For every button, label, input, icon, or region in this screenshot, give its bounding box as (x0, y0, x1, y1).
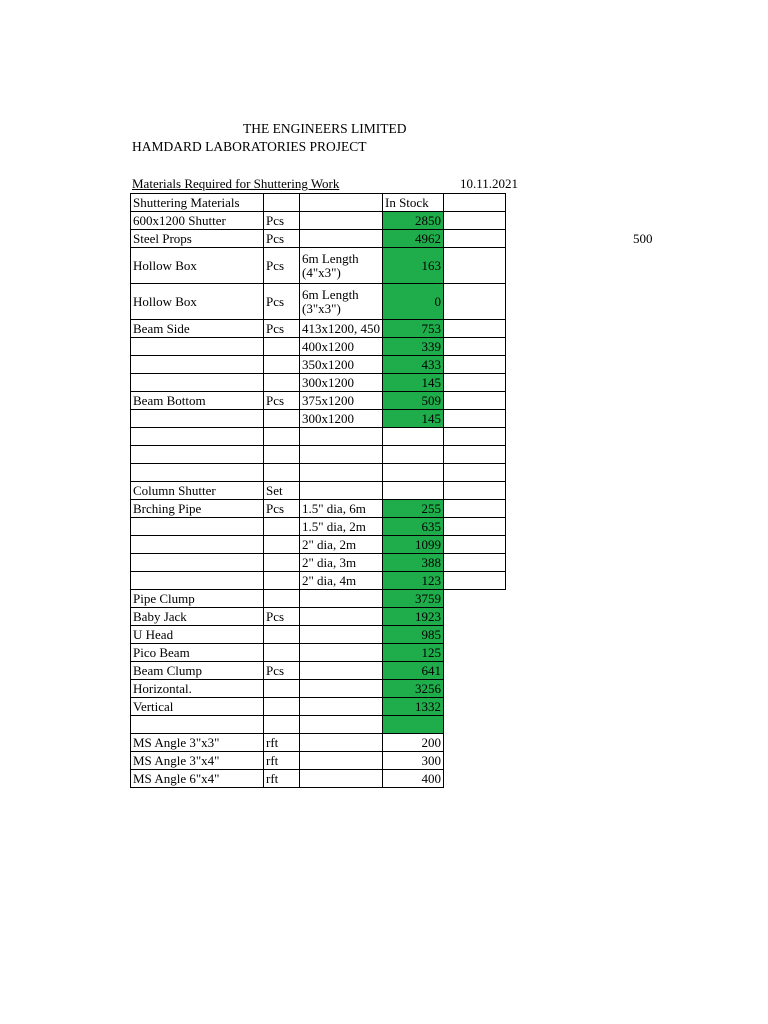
materials-subtitle: Materials Required for Shuttering Work (132, 176, 340, 191)
table-row (131, 680, 506, 698)
table-row (131, 572, 506, 590)
document-date: 10.11.2021 (460, 176, 519, 191)
cell-stock (383, 428, 444, 446)
header-unit (264, 194, 300, 212)
cell-unit (264, 572, 300, 590)
cell-extra (444, 410, 506, 428)
cell-material (131, 536, 264, 554)
cell-material: Vertical (131, 698, 264, 716)
cell-stock: 145 (383, 374, 444, 392)
cell-spec (300, 644, 383, 662)
cell-unit (264, 644, 300, 662)
cell-extra (444, 734, 506, 752)
company-name: THE ENGINEERS LIMITED (243, 121, 407, 136)
cell-stock (383, 464, 444, 482)
cell-spec (300, 608, 383, 626)
cell-spec: 2" dia, 4m (300, 572, 383, 590)
header-stock: In Stock (383, 194, 444, 212)
cell-unit (264, 428, 300, 446)
cell-unit (264, 338, 300, 356)
cell-extra (444, 500, 506, 518)
table-row (131, 392, 506, 410)
cell-extra (444, 374, 506, 392)
cell-stock: 339 (383, 338, 444, 356)
table-row (131, 230, 506, 248)
cell-spec: 375x1200 (300, 392, 383, 410)
cell-unit: rft (264, 770, 300, 788)
cell-stock: 1923 (383, 608, 444, 626)
cell-spec: 1.5" dia, 6m (300, 500, 383, 518)
cell-spec (300, 482, 383, 500)
cell-material: 600x1200 Shutter (131, 212, 264, 230)
cell-extra (444, 320, 506, 338)
cell-stock: 985 (383, 626, 444, 644)
cell-material (131, 554, 264, 572)
cell-unit: Pcs (264, 230, 300, 248)
table-row (131, 284, 506, 320)
cell-extra (444, 608, 506, 626)
cell-unit: Pcs (264, 392, 300, 410)
table-row (131, 446, 506, 464)
cell-stock: 635 (383, 518, 444, 536)
cell-spec: 6m Length (3"x3") (300, 284, 383, 320)
cell-extra (444, 446, 506, 464)
side-note-value: 500 (633, 231, 653, 246)
cell-material: Steel Props (131, 230, 264, 248)
cell-spec (300, 734, 383, 752)
table-row (131, 338, 506, 356)
cell-material (131, 338, 264, 356)
cell-stock: 300 (383, 752, 444, 770)
table-row (131, 500, 506, 518)
cell-stock: 0 (383, 284, 444, 320)
cell-material: Beam Side (131, 320, 264, 338)
cell-unit (264, 536, 300, 554)
table-row (131, 536, 506, 554)
cell-stock: 145 (383, 410, 444, 428)
cell-stock: 2850 (383, 212, 444, 230)
cell-unit: rft (264, 734, 300, 752)
cell-material (131, 374, 264, 392)
table-row (131, 734, 506, 752)
table-row (131, 356, 506, 374)
cell-spec (300, 590, 383, 608)
cell-material (131, 428, 264, 446)
cell-unit (264, 716, 300, 734)
cell-unit: Pcs (264, 608, 300, 626)
cell-unit (264, 698, 300, 716)
cell-spec (300, 464, 383, 482)
cell-unit: Pcs (264, 284, 300, 320)
cell-extra (444, 428, 506, 446)
table-row (131, 320, 506, 338)
cell-unit (264, 356, 300, 374)
cell-unit: rft (264, 752, 300, 770)
cell-extra (444, 338, 506, 356)
cell-extra (444, 248, 506, 284)
cell-spec (300, 662, 383, 680)
cell-unit (264, 374, 300, 392)
cell-extra (444, 662, 506, 680)
cell-extra (444, 536, 506, 554)
cell-stock: 1099 (383, 536, 444, 554)
cell-extra (444, 752, 506, 770)
cell-unit: Pcs (264, 500, 300, 518)
cell-stock: 163 (383, 248, 444, 284)
cell-stock: 433 (383, 356, 444, 374)
cell-stock: 509 (383, 392, 444, 410)
cell-material (131, 518, 264, 536)
cell-spec: 300x1200 (300, 410, 383, 428)
project-name: HAMDARD LABORATORIES PROJECT (132, 139, 367, 154)
cell-extra (444, 554, 506, 572)
table-row (131, 482, 506, 500)
cell-material: Beam Bottom (131, 392, 264, 410)
cell-stock: 4962 (383, 230, 444, 248)
cell-material (131, 572, 264, 590)
cell-material: Hollow Box (131, 284, 264, 320)
cell-material: Brching Pipe (131, 500, 264, 518)
cell-unit: Set (264, 482, 300, 500)
table-row (131, 626, 506, 644)
cell-material: Column Shutter (131, 482, 264, 500)
cell-extra (444, 716, 506, 734)
cell-extra (444, 392, 506, 410)
cell-material: Baby Jack (131, 608, 264, 626)
cell-material: Hollow Box (131, 248, 264, 284)
table-row (131, 698, 506, 716)
cell-spec (300, 752, 383, 770)
cell-extra (444, 356, 506, 374)
header-spec (300, 194, 383, 212)
cell-stock (383, 446, 444, 464)
cell-unit (264, 518, 300, 536)
table-header-row (131, 194, 506, 212)
cell-material (131, 716, 264, 734)
cell-spec: 2" dia, 3m (300, 554, 383, 572)
cell-material: Pico Beam (131, 644, 264, 662)
cell-spec (300, 698, 383, 716)
cell-unit (264, 464, 300, 482)
cell-stock: 125 (383, 644, 444, 662)
cell-spec: 413x1200, 450 (300, 320, 383, 338)
cell-material (131, 410, 264, 428)
cell-unit: Pcs (264, 212, 300, 230)
cell-unit (264, 590, 300, 608)
cell-stock: 3759 (383, 590, 444, 608)
cell-extra (444, 698, 506, 716)
cell-material (131, 356, 264, 374)
cell-extra (444, 770, 506, 788)
cell-material: MS Angle 3"x3" (131, 734, 264, 752)
cell-spec: 400x1200 (300, 338, 383, 356)
cell-stock: 641 (383, 662, 444, 680)
cell-unit (264, 680, 300, 698)
table-row (131, 752, 506, 770)
table-row (131, 770, 506, 788)
cell-extra (444, 482, 506, 500)
materials-table-body (131, 194, 506, 788)
table-row (131, 248, 506, 284)
table-row (131, 644, 506, 662)
cell-unit: Pcs (264, 320, 300, 338)
cell-stock: 3256 (383, 680, 444, 698)
cell-extra (444, 590, 506, 608)
cell-spec (300, 770, 383, 788)
table-row (131, 212, 506, 230)
table-row (131, 590, 506, 608)
cell-spec (300, 230, 383, 248)
table-row (131, 662, 506, 680)
cell-material: Horizontal. (131, 680, 264, 698)
cell-material: U Head (131, 626, 264, 644)
cell-material: Pipe Clump (131, 590, 264, 608)
table-row (131, 716, 506, 734)
cell-stock: 753 (383, 320, 444, 338)
cell-extra (444, 464, 506, 482)
cell-unit (264, 410, 300, 428)
cell-material: Beam Clump (131, 662, 264, 680)
cell-spec: 300x1200 (300, 374, 383, 392)
cell-material (131, 464, 264, 482)
cell-extra (444, 518, 506, 536)
materials-table (130, 193, 506, 788)
cell-stock: 400 (383, 770, 444, 788)
cell-stock: 200 (383, 734, 444, 752)
cell-stock: 388 (383, 554, 444, 572)
table-row (131, 554, 506, 572)
cell-unit (264, 446, 300, 464)
cell-extra (444, 212, 506, 230)
cell-extra (444, 284, 506, 320)
cell-unit: Pcs (264, 248, 300, 284)
cell-extra (444, 572, 506, 590)
table-row (131, 428, 506, 446)
table-row (131, 608, 506, 626)
cell-spec (300, 428, 383, 446)
cell-extra (444, 230, 506, 248)
cell-unit: Pcs (264, 662, 300, 680)
cell-material: MS Angle 6"x4" (131, 770, 264, 788)
cell-spec: 2" dia, 2m (300, 536, 383, 554)
header-extra (444, 194, 506, 212)
cell-unit (264, 554, 300, 572)
cell-unit (264, 626, 300, 644)
cell-spec (300, 680, 383, 698)
cell-spec (300, 446, 383, 464)
cell-stock: 255 (383, 500, 444, 518)
cell-stock: 1332 (383, 698, 444, 716)
table-row (131, 518, 506, 536)
table-row (131, 410, 506, 428)
cell-material: MS Angle 3"x4" (131, 752, 264, 770)
cell-extra (444, 644, 506, 662)
cell-stock: 123 (383, 572, 444, 590)
cell-spec: 350x1200 (300, 356, 383, 374)
cell-extra (444, 680, 506, 698)
cell-spec: 1.5" dia, 2m (300, 518, 383, 536)
cell-spec (300, 212, 383, 230)
cell-material (131, 446, 264, 464)
table-row (131, 374, 506, 392)
cell-spec (300, 716, 383, 734)
cell-spec (300, 626, 383, 644)
cell-spec: 6m Length (4"x3") (300, 248, 383, 284)
cell-stock (383, 716, 444, 734)
header-materials: Shuttering Materials (131, 194, 264, 212)
cell-stock (383, 482, 444, 500)
table-row (131, 464, 506, 482)
cell-extra (444, 626, 506, 644)
